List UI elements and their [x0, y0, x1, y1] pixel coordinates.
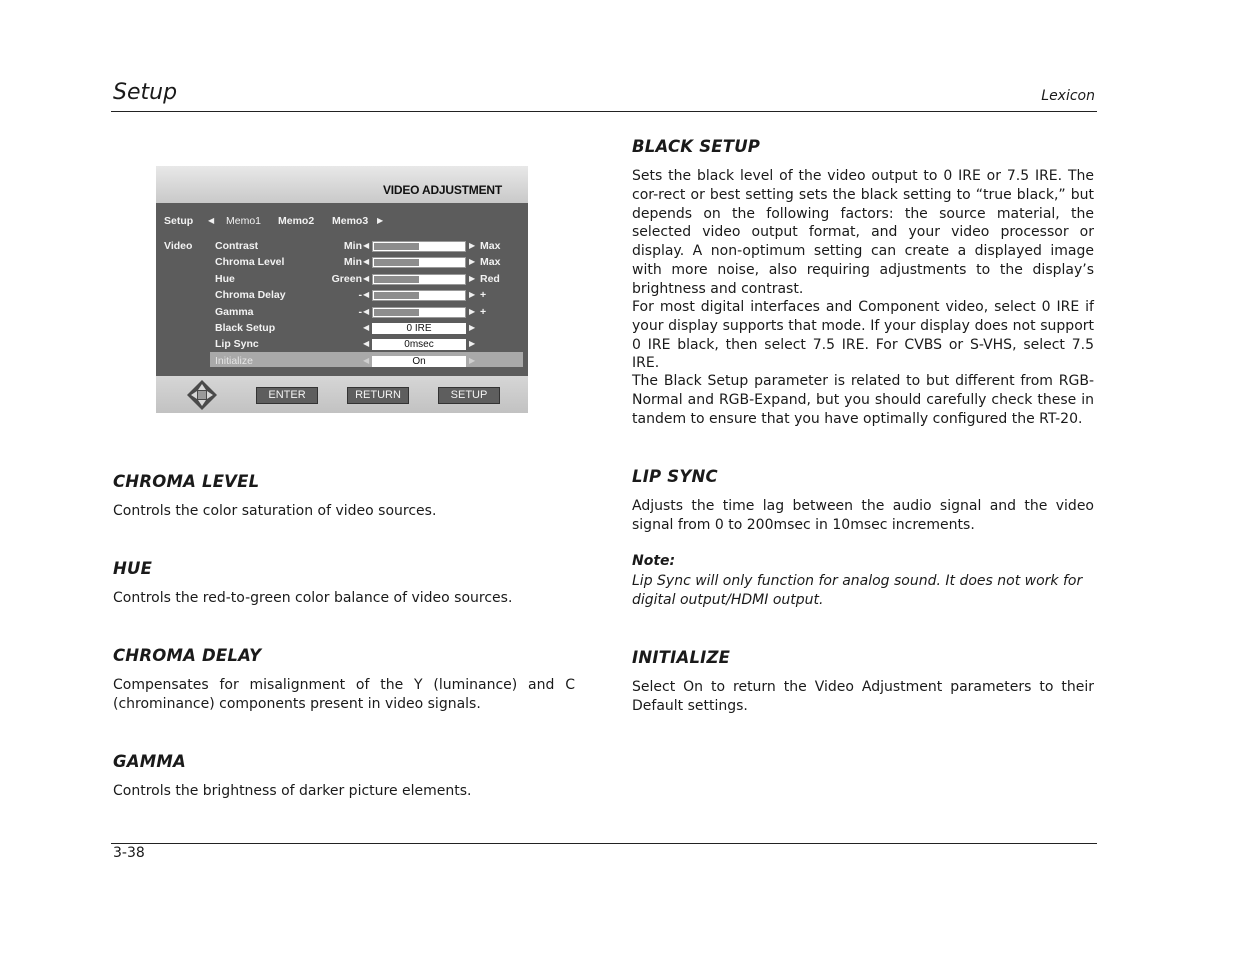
osd-row-min-label: -	[358, 305, 362, 318]
osd-right-arrow-icon: ▶	[377, 216, 384, 225]
text-lip-sync: Adjusts the time lag between the audio signal and the video signal from 0 to 200msec in 10msec increments.	[632, 498, 1094, 533]
heading-hue: HUE	[113, 559, 153, 578]
text-chroma-delay: Compensates for misalignment of the Y (luminance) and C (chrominance) components present in video signals.	[113, 677, 575, 712]
osd-row-right-arrow-icon: ▶	[469, 355, 476, 365]
osd-row-label: Hue	[215, 272, 235, 285]
osd-row-value: 0 IRE	[372, 323, 466, 334]
header-rule	[111, 111, 1097, 112]
direction-pad-icon	[186, 379, 218, 411]
osd-row-right-arrow-icon: ▶	[469, 290, 476, 300]
text-black-setup-3: The Black Setup parameter is related to but different from RGB-Normal and RGB-Expand, but you should carefully check these in tandem to ensure that you have optimally configured the RT-20.	[632, 373, 1094, 427]
osd-setup-label: Setup	[164, 215, 194, 227]
brand-name: Lexicon	[1041, 88, 1095, 104]
osd-row-label: Contrast	[215, 240, 259, 252]
text-gamma: Controls the brightness of darker picture elements.	[113, 783, 472, 799]
osd-row-slider	[372, 307, 466, 318]
osd-row-slider	[372, 257, 466, 268]
heading-lip-sync: LIP SYNC	[632, 467, 718, 486]
osd-row-value: On	[372, 356, 466, 367]
osd-row-min-label: -	[358, 289, 362, 302]
osd-title-bar	[156, 166, 528, 203]
osd-row-max-label: Max	[480, 240, 501, 252]
osd-row-right-arrow-icon: ▶	[469, 273, 476, 283]
heading-chroma-delay: CHROMA DELAY	[113, 646, 262, 665]
osd-row-right-arrow-icon: ▶	[469, 323, 476, 332]
heading-black-setup: BLACK SETUP	[632, 137, 761, 156]
osd-row-slider-fill	[374, 243, 419, 250]
osd-return-button: RETURN	[347, 387, 409, 404]
osd-row-slider	[372, 274, 466, 285]
osd-row-left-arrow-icon: ◀	[363, 257, 370, 267]
osd-row-slider	[372, 241, 466, 252]
osd-row-left-arrow-icon: ◀	[363, 306, 370, 316]
osd-row-right-arrow-icon: ▶	[469, 241, 476, 250]
osd-row-left-arrow-icon: ◀	[363, 355, 370, 365]
osd-row-right-arrow-icon: ▶	[469, 257, 476, 267]
note-text: Lip Sync will only function for analog sound. It does not work for digital output/HDMI output.	[632, 573, 1083, 608]
heading-initialize: INITIALIZE	[632, 648, 731, 667]
osd-row-right-arrow-icon: ▶	[469, 306, 476, 316]
osd-setup-button: SETUP	[438, 387, 500, 404]
osd-memo3: Memo3	[332, 215, 369, 227]
osd-row-label: Black Setup	[215, 322, 276, 334]
osd-row-max-label: Red	[480, 272, 500, 285]
text-initialize: Select On to return the Video Adjustment parameters to their Default settings.	[632, 679, 1094, 714]
osd-row-right-arrow-icon: ▶	[469, 339, 476, 349]
osd-row-left-arrow-icon: ◀	[363, 323, 370, 332]
text-hue: Controls the red-to-green color balance of video sources.	[113, 590, 513, 606]
osd-row-slider	[372, 290, 466, 301]
osd-row-min-label: Min	[343, 240, 362, 252]
osd-row-label: Chroma Delay	[215, 289, 286, 302]
osd-memo1: Memo1	[226, 215, 262, 227]
heading-gamma: GAMMA	[113, 752, 186, 771]
osd-row-slider-fill	[374, 276, 419, 283]
osd-memo2: Memo2	[278, 215, 315, 227]
osd-left-arrow-icon: ◀	[208, 216, 215, 225]
osd-row-slider-fill	[374, 309, 419, 316]
text-chroma-level: Controls the color saturation of video sources.	[113, 503, 437, 519]
osd-row-value: 0msec	[372, 339, 466, 350]
osd-row-slider-fill	[374, 259, 419, 266]
osd-row-left-arrow-icon: ◀	[363, 241, 370, 250]
osd-row-label: Chroma Level	[215, 256, 285, 269]
osd-enter-button: ENTER	[256, 387, 318, 404]
osd-row-label: Lip Sync	[215, 338, 259, 351]
osd-row-max-label: +	[480, 289, 487, 302]
video-adjustment-osd	[156, 166, 528, 413]
note-label: Note:	[632, 553, 676, 569]
osd-row-left-arrow-icon: ◀	[363, 290, 370, 300]
osd-title: VIDEO ADJUSTMENT	[382, 183, 502, 197]
osd-row-label: Gamma	[215, 305, 254, 318]
osd-row-left-arrow-icon: ◀	[363, 273, 370, 283]
osd-row-max-label: +	[480, 305, 487, 318]
heading-chroma-level: CHROMA LEVEL	[113, 472, 260, 491]
osd-row-max-label: Max	[480, 256, 501, 269]
text-black-setup-1: Sets the black level of the video output to 0 IRE or 7.5 IRE. The cor-rect or best setting sets the black setting to “true black,” but depends on the following factors: the source material, the selected video output format, and your video processor or display. A non-optimum setting can create a displayed image with more noise, also requiring adjustments to the display’s brightness and contrast.	[632, 168, 1094, 297]
osd-row-slider-fill	[374, 292, 419, 299]
text-black-setup-2: For most digital interfaces and Component video, select 0 IRE if your display supports that mode. If your display does not support 0 IRE black, then select 7.5 IRE. For CVBS or S-VHS, select 7.5 IRE.	[632, 299, 1094, 372]
osd-video-label: Video	[164, 240, 193, 252]
page-number: 3-38	[113, 845, 145, 861]
section-title: Setup	[113, 80, 178, 105]
footer-rule	[111, 843, 1097, 844]
osd-row-left-arrow-icon: ◀	[363, 339, 370, 349]
osd-row-min-label: Green	[331, 272, 362, 285]
osd-row-label: Initialize	[215, 354, 253, 367]
osd-row-min-label: Min	[343, 256, 362, 269]
